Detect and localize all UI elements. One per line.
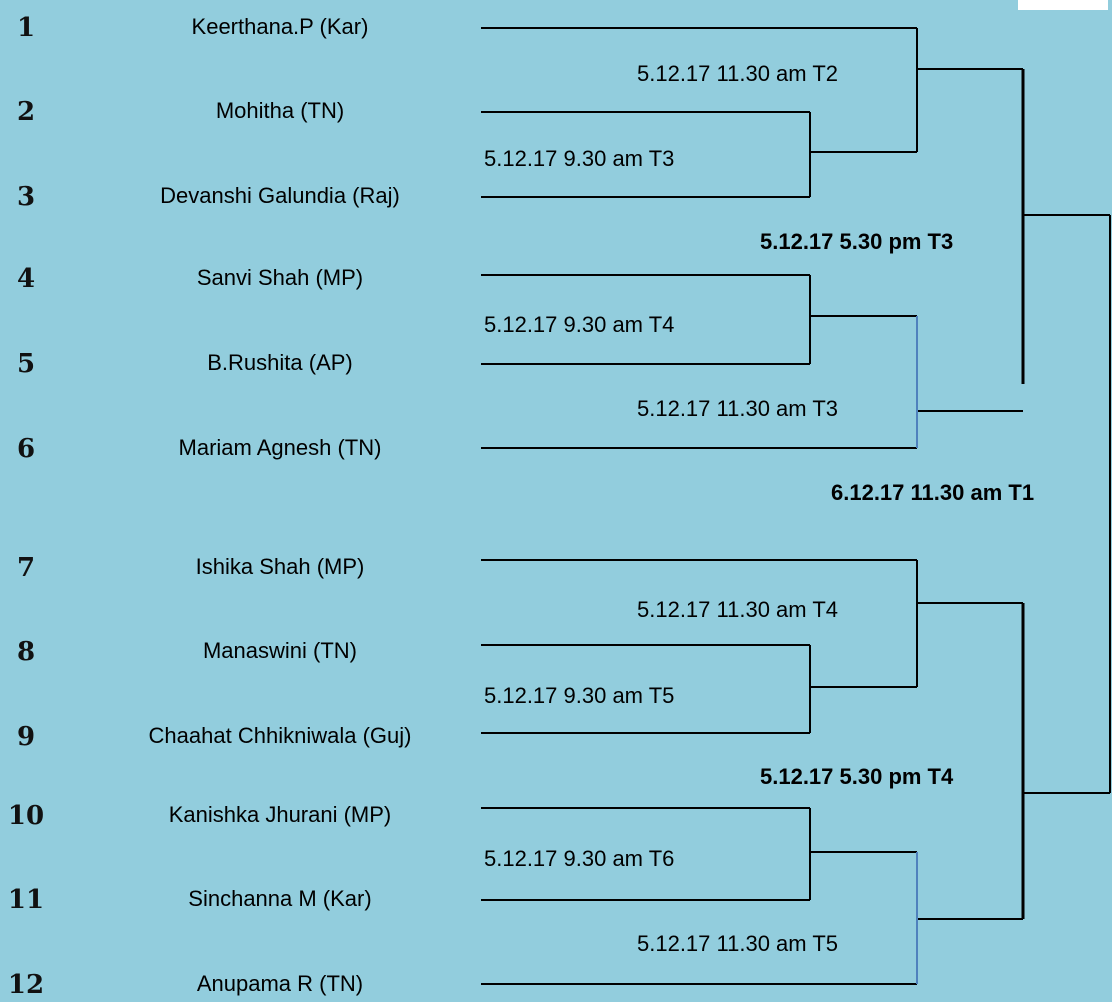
- match-r2-bot1: 5.12.17 11.30 am T4: [637, 597, 838, 622]
- player-name: Ishika Shah (MP): [195, 554, 365, 579]
- seed-number: 6: [16, 434, 36, 464]
- player-name: Sinchanna M (Kar): [188, 886, 372, 911]
- seed-number: 11: [7, 885, 45, 915]
- seed-number: 12: [7, 970, 45, 1000]
- connector-2v3: [810, 112, 917, 197]
- player-name: Anupama R (TN): [196, 971, 364, 996]
- match-r1-8v9: 5.12.17 9.30 am T5: [484, 683, 675, 708]
- match-r2-top2: 5.12.17 11.30 am T3: [637, 396, 838, 421]
- match-r1-10v11: 5.12.17 9.30 am T6: [484, 846, 675, 871]
- player-name: B.Rushita (AP): [207, 350, 353, 375]
- match-r1-2v3: 5.12.17 9.30 am T3: [484, 146, 675, 171]
- seed-number: 5: [16, 349, 36, 379]
- match-r2-bot2: 5.12.17 11.30 am T5: [637, 931, 838, 956]
- seed-number: 4: [16, 264, 36, 294]
- connector-r2-top2: [917, 411, 1023, 448]
- seed-number: 10: [7, 801, 45, 831]
- player-name: Devanshi Galundia (Raj): [160, 183, 400, 208]
- connector-4v5: [810, 275, 917, 364]
- player-name: Sanvi Shah (MP): [196, 265, 364, 290]
- match-r2-top1: 5.12.17 11.30 am T2: [637, 61, 838, 86]
- match-r1-4v5: 5.12.17 9.30 am T4: [484, 312, 675, 337]
- seed-number: 1: [16, 13, 36, 43]
- connector-10v11: [810, 808, 917, 900]
- seed-number: 2: [16, 97, 36, 127]
- seed-number: 3: [16, 182, 36, 212]
- player-name: Keerthana.P (Kar): [191, 14, 369, 39]
- player-name: Manaswini (TN): [202, 638, 358, 663]
- player-name: Kanishka Jhurani (MP): [168, 802, 392, 827]
- connector-8v9: [810, 645, 917, 733]
- player-name: Mohitha (TN): [215, 98, 345, 123]
- player-name: Mariam Agnesh (TN): [178, 435, 382, 460]
- player-name: Chaahat Chhikniwala (Guj): [148, 723, 412, 748]
- match-final: 6.12.17 11.30 am T1: [831, 480, 1035, 505]
- match-semi-bottom: 5.12.17 5.30 pm T4: [760, 764, 954, 789]
- seed-number: 9: [16, 722, 36, 752]
- seed-number: 8: [16, 637, 36, 667]
- connector-r2-top1: [917, 28, 1023, 152]
- connector-r2-bot1: [917, 560, 1023, 687]
- match-semi-top: 5.12.17 5.30 pm T3: [760, 229, 954, 254]
- seed-number: 7: [16, 553, 36, 583]
